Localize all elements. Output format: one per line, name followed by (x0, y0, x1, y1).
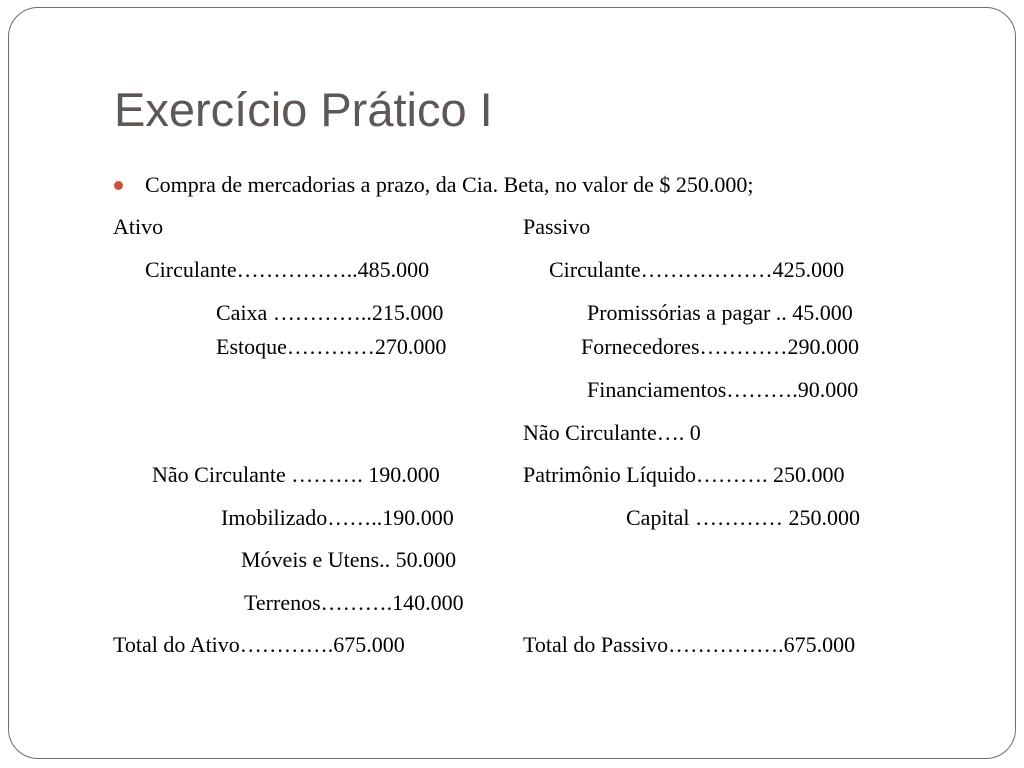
slide-title: Exercício Prático I (114, 83, 493, 136)
passivo-total: Total do Passivo…………….675.000 (523, 632, 856, 657)
ativo-heading: Ativo (113, 214, 164, 239)
ativo-estoque: Estoque…………270.000 (216, 334, 447, 359)
passivo-heading: Passivo (523, 214, 591, 239)
passivo-patrimonio: Patrimônio Líquido………. 250.000 (523, 462, 845, 487)
passivo-capital: Capital ………… 250.000 (626, 505, 861, 530)
passivo-circulante: Circulante………………425.000 (549, 257, 845, 282)
passivo-fornecedores: Fornecedores…………290.000 (581, 334, 860, 359)
bullet-text: Compra de mercadorias a prazo, da Cia. Beta, no valor de $ 250.000; (145, 172, 754, 197)
passivo-promissorias: Promissórias a pagar .. 45.000 (587, 300, 853, 325)
ativo-moveis: Móveis e Utens.. 50.000 (241, 547, 457, 572)
ativo-circulante: Circulante……………..485.000 (145, 257, 430, 282)
ativo-imobilizado: Imobilizado……..190.000 (221, 505, 454, 530)
passivo-nao-circulante: Não Circulante…. 0 (523, 420, 701, 445)
ativo-nao-circulante: Não Circulante ………. 190.000 (152, 462, 440, 487)
bullet-icon (114, 181, 123, 190)
ativo-total: Total do Ativo………….675.000 (113, 632, 405, 657)
ativo-terrenos: Terrenos……….140.000 (244, 590, 464, 615)
ativo-caixa: Caixa …………..215.000 (216, 300, 444, 325)
passivo-financiamentos: Financiamentos……….90.000 (587, 377, 859, 402)
